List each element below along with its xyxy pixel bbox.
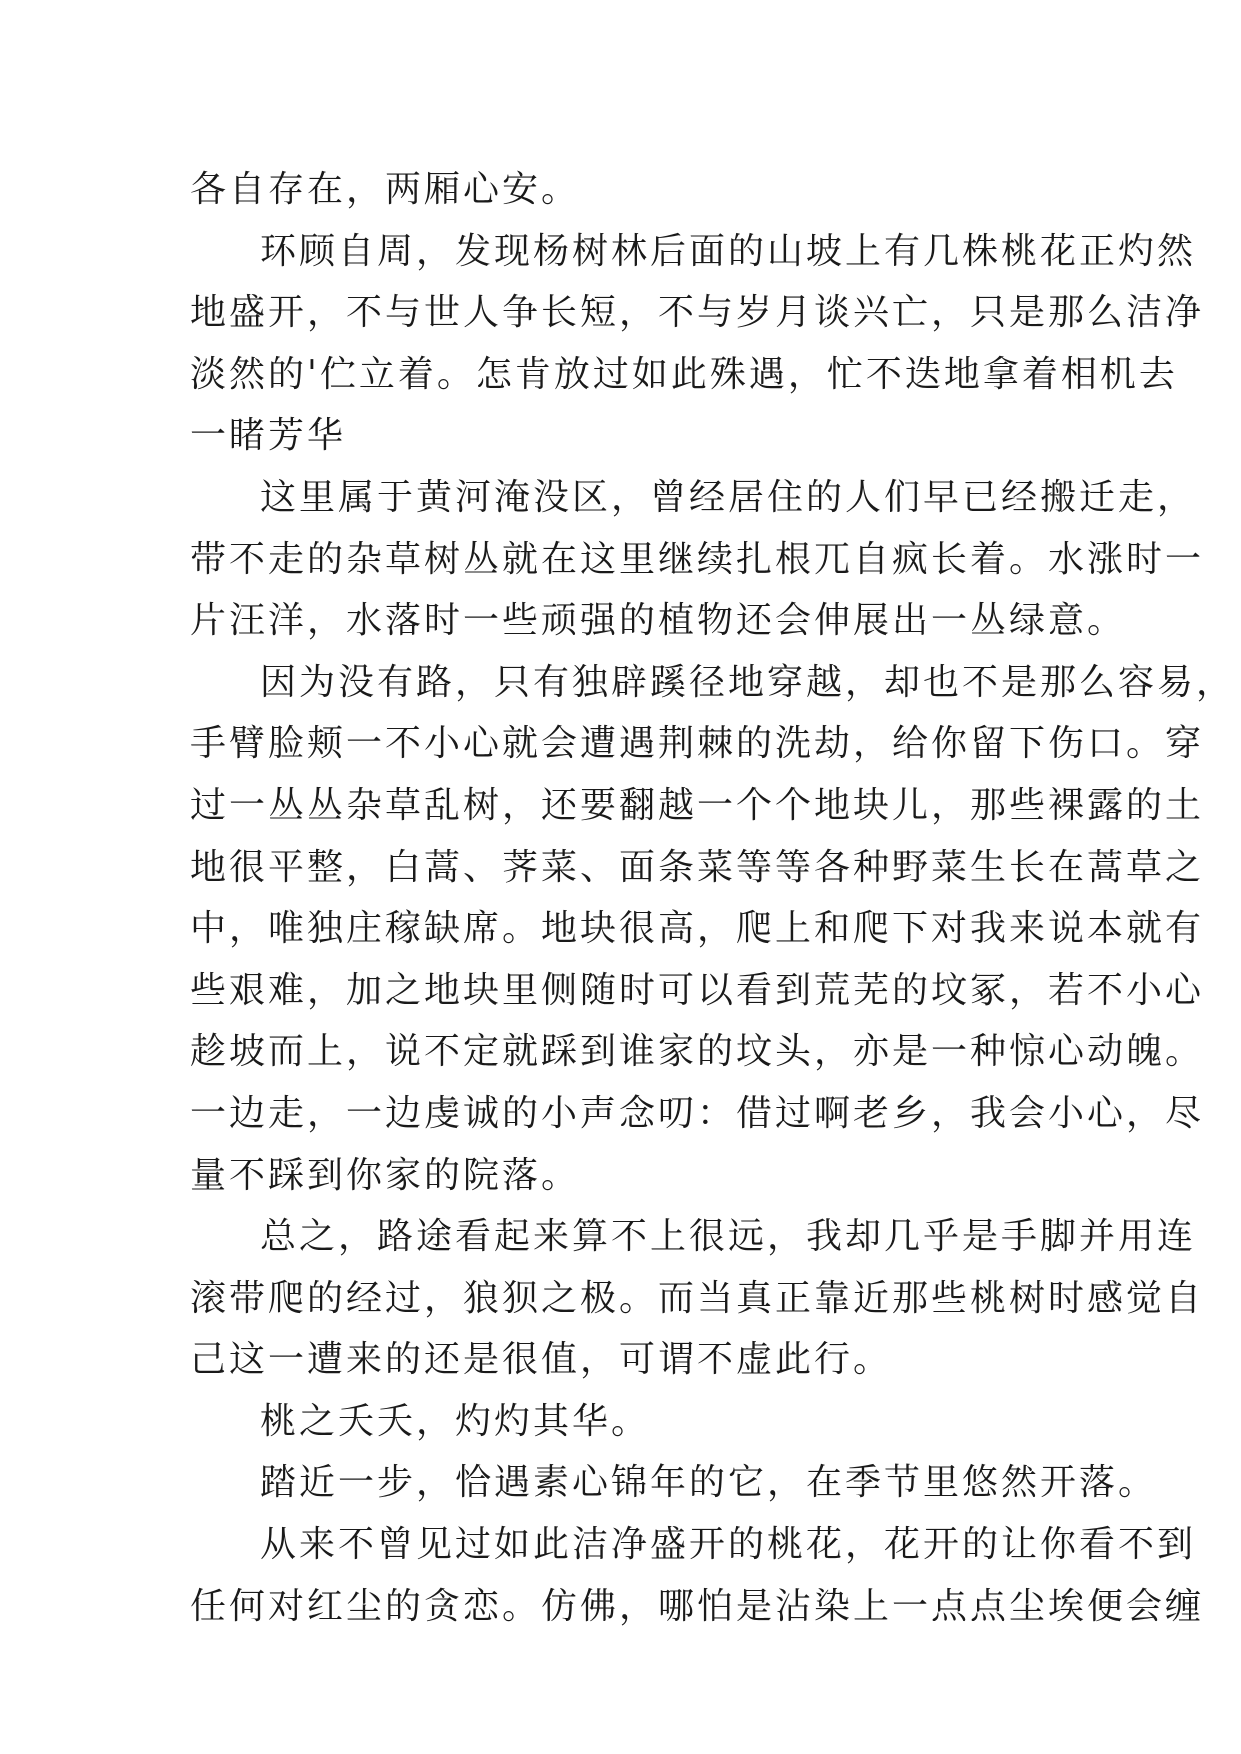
- text-line: 片汪洋，水落时一些顽强的植物还会伸展出一丛绿意。: [190, 600, 1127, 642]
- text-line: 桃之夭夭，灼灼其华。: [260, 1400, 651, 1442]
- text-line: 手臂脸颊一不小心就会遭遇荆棘的洗劫，给你留下伤口。穿: [190, 723, 1205, 765]
- text-line: 一边走，一边虔诚的小声念叨：借过啊老乡，我会小心，尽: [190, 1092, 1205, 1134]
- text-line: 一睹芳华: [190, 415, 347, 457]
- text-line: 过一丛丛杂草乱树，还要翻越一个个地块儿，那些裸露的土: [190, 784, 1205, 826]
- text-line: 些艰难，加之地块里侧随时可以看到荒芜的坟冢，若不小心: [190, 969, 1205, 1011]
- text-line: 己这一遭来的还是很值，可谓不虚此行。: [190, 1339, 893, 1381]
- text-line: 滚带爬的经过，狼狈之极。而当真正靠近那些桃树时感觉自: [190, 1277, 1205, 1319]
- text-line: 带不走的杂草树丛就在这里继续扎根兀自疯长着。水涨时一: [190, 538, 1205, 580]
- text-line: 量不踩到你家的院落。: [190, 1154, 581, 1196]
- text-line: 淡然的'伫立着。怎肯放过如此殊遇，忙不迭地拿着相机去: [190, 353, 1178, 395]
- text-line: 地很平整，白蒿、荠菜、面条菜等等各种野菜生长在蒿草之: [190, 846, 1205, 888]
- text-line: 各自存在，两厢心安。: [190, 169, 581, 210]
- text-line: 任何对红尘的贪恋。仿佛，哪怕是沾染上一点点尘埃便会缠: [190, 1585, 1205, 1627]
- text-line: 中，唯独庄稼缺席。地块很高，爬上和爬下对我来说本就有: [190, 908, 1205, 950]
- text-line: 因为没有路，只有独辟蹊径地穿越，却也不是那么容易，: [260, 661, 1236, 703]
- text-line: 从来不曾见过如此洁净盛开的桃花，花开的让你看不到: [260, 1524, 1197, 1566]
- text-line: 这里属于黄河淹没区，曾经居住的人们早已经搬迁走，: [260, 476, 1197, 518]
- text-line: 趁坡而上，说不定就踩到谁家的坟头，亦是一种惊心动魄。: [190, 1031, 1205, 1073]
- text-line: 地盛开，不与世人争长短，不与岁月谈兴亡，只是那么洁净: [190, 292, 1205, 334]
- text-line: 总之，路途看起来算不上很远，我却几乎是手脚并用连: [260, 1216, 1197, 1258]
- text-line: 踏近一步，恰遇素心锦年的它，在季节里悠然开落。: [260, 1462, 1158, 1504]
- text-line: 环顾自周，发现杨树林后面的山坡上有几株桃花正灼然: [260, 230, 1197, 272]
- body-text: [190, 159, 1236, 1637]
